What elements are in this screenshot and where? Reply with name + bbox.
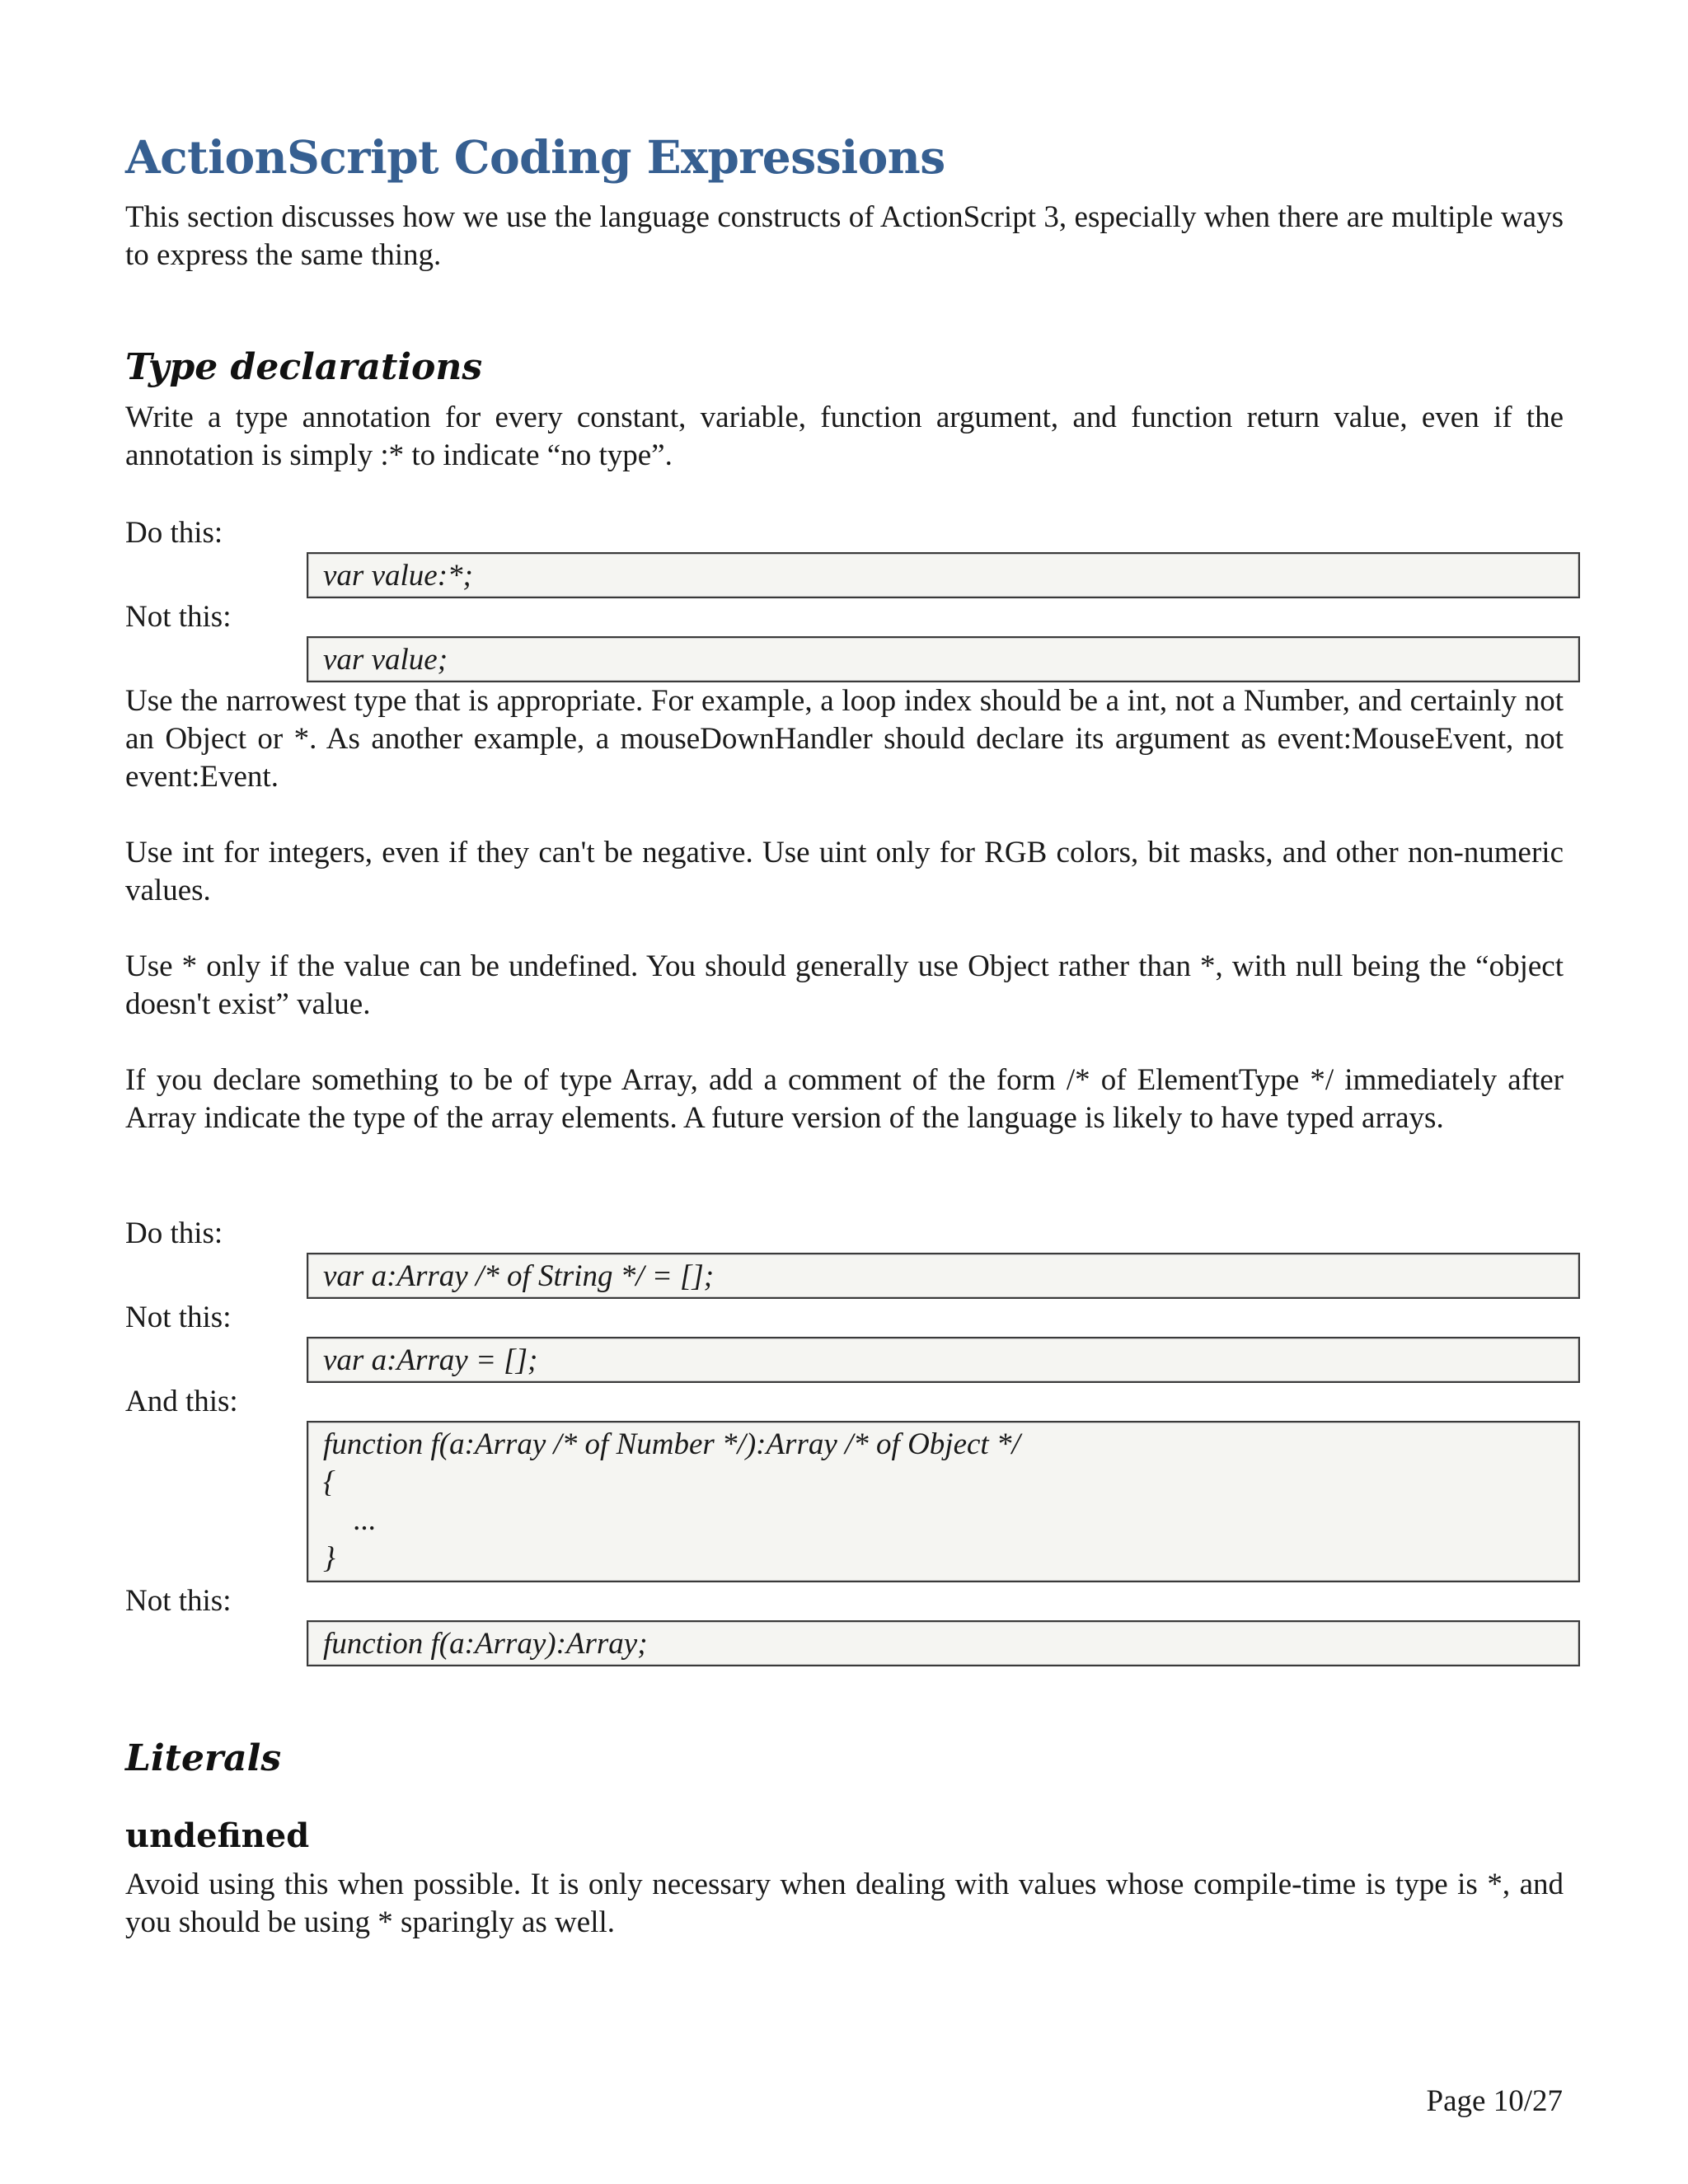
undefined-heading: undefined <box>125 1816 310 1855</box>
code-block-do-value: var value:*; <box>307 552 1580 598</box>
array-comment-paragraph: If you declare something to be of type Array, add a comment of the form /* of ElementType */ immediately after Array indicate the type of the array elements. A future version of the language is likely to have typed arrays. <box>125 1063 1564 1135</box>
literals-heading: Literals <box>125 1737 282 1779</box>
code-block-and-function: function f(a:Array /* of Number */):Array /* of Object */ { ... } <box>307 1421 1580 1582</box>
undefined-paragraph: Avoid using this when possible. It is only necessary when dealing with values whose compile-time is type is *, and you should be using * sparingly as well. <box>125 1868 1564 1939</box>
code-block-do-array: var a:Array /* of String */ = []; <box>307 1253 1580 1299</box>
not-this-label-2: Not this: <box>125 1301 232 1334</box>
type-annotation-paragraph: Write a type annotation for every constant, variable, function argument, and function return value, even if the annotation is simply :* to indicate “no type”. <box>125 401 1564 472</box>
star-type-paragraph: Use * only if the value can be undefined. You should generally use Object rather than *, with null being the “object doesn't exist” value. <box>125 949 1564 1021</box>
do-this-label-2: Do this: <box>125 1216 223 1250</box>
and-this-label: And this: <box>125 1385 238 1418</box>
code-block-not-function: function f(a:Array):Array; <box>307 1620 1580 1666</box>
narrowest-type-paragraph: Use the narrowest type that is appropriate. For example, a loop index should be a int, not a Number, and certainly not an Object or *. As another example, a mouseDownHandler should declare its argument as event:MouseEvent, not event:Event. <box>125 684 1564 794</box>
page-title: ActionScript Coding Expressions <box>125 130 945 184</box>
page-number: Page 10/27 <box>1426 2084 1563 2118</box>
do-this-label: Do this: <box>125 516 223 550</box>
not-this-label: Not this: <box>125 600 232 634</box>
int-uint-paragraph: Use int for integers, even if they can't be negative. Use uint only for RGB colors, bit masks, and other non-numeric values. <box>125 836 1564 907</box>
not-this-label-3: Not this: <box>125 1584 232 1618</box>
code-block-not-value: var value; <box>307 636 1580 682</box>
code-block-not-array: var a:Array = []; <box>307 1337 1580 1383</box>
intro-paragraph: This section discusses how we use the language constructs of ActionScript 3, especially when there are multiple ways to express the same thing. <box>125 200 1564 272</box>
type-declarations-heading: Type declarations <box>125 346 483 388</box>
